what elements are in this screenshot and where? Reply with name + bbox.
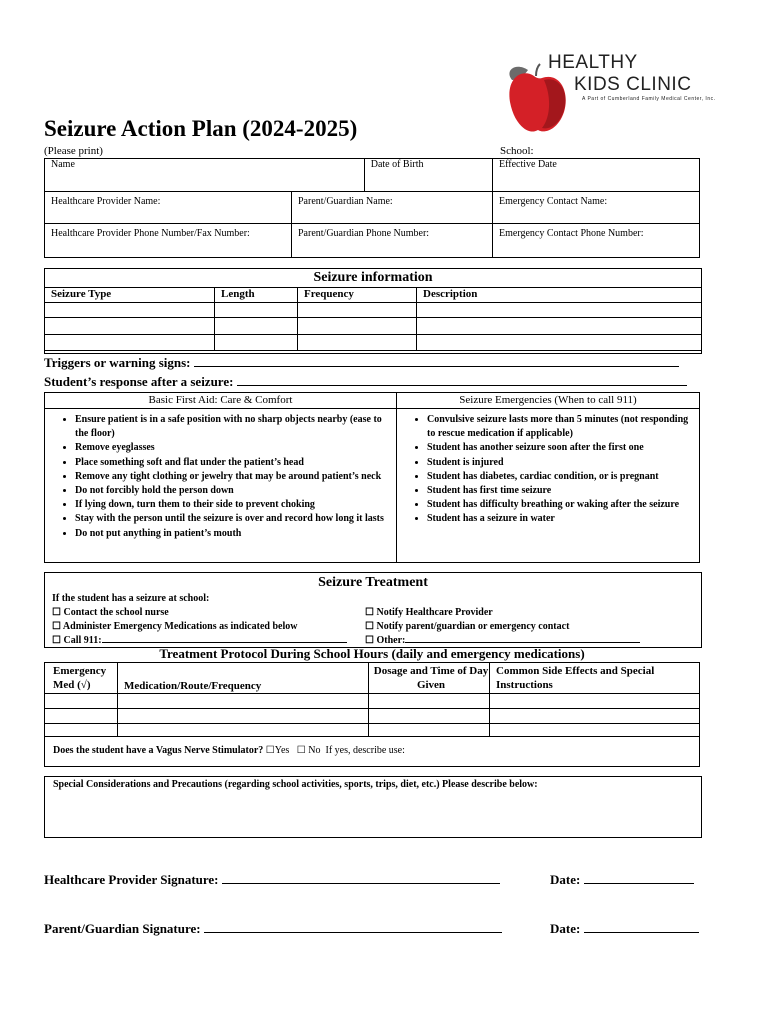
parent-name-field[interactable] xyxy=(292,192,493,224)
effective-date-label: Effective Date xyxy=(499,159,557,170)
checkbox-icon: ☐ xyxy=(52,635,61,646)
seizure-type-header: Seizure Type xyxy=(45,288,215,303)
medication-cell[interactable] xyxy=(118,694,369,709)
frequency-cell[interactable] xyxy=(298,318,417,335)
emergency-med-cell[interactable] xyxy=(45,694,118,709)
provider-phone-field[interactable] xyxy=(45,224,292,258)
emergencies-list-cell xyxy=(397,409,700,563)
checkbox-icon: ☐ xyxy=(52,621,61,632)
option-label: Notify Healthcare Provider xyxy=(376,607,493,618)
emergencies-heading: Seizure Emergencies (When to call 911) xyxy=(397,393,700,409)
emergencies-list xyxy=(397,413,693,527)
triggers-line[interactable] xyxy=(194,366,679,367)
dosage-cell[interactable] xyxy=(369,709,490,724)
provider-name-label: Healthcare Provider Name: xyxy=(51,196,161,207)
special-considerations-label: Special Considerations and Precautions (regarding school activities, sports, trips, diet, etc.) Please describe below: xyxy=(53,779,538,790)
name-label: Name xyxy=(51,159,75,170)
date-line-2[interactable] xyxy=(584,932,699,933)
option-label: Call 911: xyxy=(63,635,102,646)
treatment-if-seizure: If the student has a seizure at school: xyxy=(52,593,210,604)
vns-yes-option[interactable]: ☐Yes xyxy=(265,745,290,756)
date-row-1 xyxy=(550,872,694,888)
parent-phone-field[interactable] xyxy=(292,224,493,258)
response-label: Student’s response after a seizure: xyxy=(44,374,234,389)
list-item: • Student has another seizure soon after the first one xyxy=(427,441,693,455)
provider-signature-line[interactable] xyxy=(222,883,500,884)
date-label-2: Date: xyxy=(550,921,581,936)
medication-header: Medication/Route/Frequency xyxy=(118,663,369,694)
list-item: • Student has difficulty breathing or waking after the seizure xyxy=(427,498,693,512)
vns-no-option[interactable]: ☐ No xyxy=(296,745,321,756)
emergency-name-label: Emergency Contact Name: xyxy=(499,196,608,207)
list-item: • Do not put anything in patient’s mouth xyxy=(75,527,390,541)
seizure-treatment-section xyxy=(44,572,702,648)
special-considerations-box[interactable] xyxy=(44,776,702,838)
medication-cell[interactable] xyxy=(118,709,369,724)
list-item: • Convulsive seizure lasts more than 5 minutes (not responding to rescue medication if applicable) xyxy=(427,413,693,441)
parent-signature-label: Parent/Guardian Signature: xyxy=(44,921,201,936)
emergency-med-header: Emergency Med (√) xyxy=(45,663,118,694)
emergency-phone-label: Emergency Contact Phone Number: xyxy=(499,228,644,239)
list-item: • Stay with the person until the seizure is over and record how long it lasts xyxy=(75,512,390,526)
dosage-header: Dosage and Time of Day Given xyxy=(369,663,490,694)
treatment-left-options xyxy=(52,606,347,648)
description-cell[interactable] xyxy=(417,318,702,335)
provider-signature-row xyxy=(44,872,500,888)
emergency-phone-field[interactable] xyxy=(493,224,700,258)
date-line-1[interactable] xyxy=(584,883,694,884)
provider-signature-label: Healthcare Provider Signature: xyxy=(44,872,219,887)
call-911-line[interactable] xyxy=(102,642,347,643)
option-contact-nurse[interactable] xyxy=(52,606,347,620)
checkbox-icon: ☐ xyxy=(365,635,374,646)
medication-cell[interactable] xyxy=(118,724,369,737)
option-notify-provider[interactable] xyxy=(365,606,640,620)
length-cell[interactable] xyxy=(215,335,298,351)
option-label: Other: xyxy=(376,635,406,646)
logo-tagline: A Part of Cumberland Family Medical Center, Inc. xyxy=(582,96,716,102)
seizure-type-cell[interactable] xyxy=(45,303,215,318)
option-administer-meds[interactable] xyxy=(52,620,347,634)
length-cell[interactable] xyxy=(215,303,298,318)
list-item: • Remove any tight clothing or jewelry that may be around patient’s neck xyxy=(75,470,390,484)
first-aid-heading: Basic First Aid: Care & Comfort xyxy=(45,393,397,409)
emergency-med-cell[interactable] xyxy=(45,724,118,737)
student-info-table xyxy=(44,158,700,258)
school-label: School: xyxy=(500,145,534,157)
list-item: • Student has first time seizure xyxy=(427,484,693,498)
length-header: Length xyxy=(215,288,298,303)
description-cell[interactable] xyxy=(417,335,702,351)
frequency-cell[interactable] xyxy=(298,335,417,351)
triggers-row xyxy=(44,355,679,371)
checkbox-icon: ☐ xyxy=(365,621,374,632)
checkbox-icon: ☐ xyxy=(52,607,61,618)
list-item: • Student is injured xyxy=(427,456,693,470)
page-title: Seizure Action Plan (2024-2025) xyxy=(44,116,358,141)
response-row xyxy=(44,374,687,390)
name-field[interactable] xyxy=(45,159,365,192)
list-item: • Ensure patient is in a safe position with no sharp objects nearby (ease to the floor) xyxy=(75,413,390,441)
logo-line1: HEALTHY xyxy=(548,52,638,73)
please-print-note: (Please print) xyxy=(44,145,103,157)
seizure-info-table xyxy=(44,287,702,351)
length-cell[interactable] xyxy=(215,318,298,335)
option-label: Administer Emergency Medications as indicated below xyxy=(62,621,298,632)
effective-date-field[interactable] xyxy=(493,159,700,192)
option-notify-parent[interactable] xyxy=(365,620,640,634)
emergency-name-field[interactable] xyxy=(493,192,700,224)
parent-signature-row xyxy=(44,921,502,937)
seizure-info-section xyxy=(44,268,702,354)
frequency-header: Frequency xyxy=(298,288,417,303)
triggers-label: Triggers or warning signs: xyxy=(44,355,191,370)
list-item: • If lying down, turn them to their side to prevent choking xyxy=(75,498,390,512)
dob-label: Date of Birth xyxy=(370,159,424,170)
protocol-heading: Treatment Protocol During School Hours (daily and emergency medications) xyxy=(159,646,585,661)
list-item: • Student has diabetes, cardiac condition, or is pregnant xyxy=(427,470,693,484)
vns-describe-label: If yes, describe use: xyxy=(325,745,405,756)
parent-signature-line[interactable] xyxy=(204,932,502,933)
response-line[interactable] xyxy=(237,385,687,386)
side-effects-cell[interactable] xyxy=(490,709,700,724)
description-cell[interactable] xyxy=(417,303,702,318)
treatment-right-options xyxy=(365,606,640,648)
list-item: • Do not forcibly hold the person down xyxy=(75,484,390,498)
provider-phone-label: Healthcare Provider Phone Number/Fax Number: xyxy=(51,228,250,239)
parent-name-label: Parent/Guardian Name: xyxy=(298,196,393,207)
option-label: Notify parent/guardian or emergency contact xyxy=(376,621,570,632)
description-header: Description xyxy=(417,288,702,303)
vns-row xyxy=(45,737,700,767)
parent-phone-label: Parent/Guardian Phone Number: xyxy=(298,228,430,239)
frequency-cell[interactable] xyxy=(298,303,417,318)
first-aid-list-cell xyxy=(45,409,397,563)
option-label: Contact the school nurse xyxy=(63,607,169,618)
list-item: • Remove eyeglasses xyxy=(75,441,390,455)
seizure-type-cell[interactable] xyxy=(45,335,215,351)
dosage-cell[interactable] xyxy=(369,724,490,737)
seizure-info-heading: Seizure information xyxy=(313,270,433,285)
side-effects-cell[interactable] xyxy=(490,694,700,709)
provider-name-field[interactable] xyxy=(45,192,292,224)
side-effects-cell[interactable] xyxy=(490,724,700,737)
dob-field[interactable] xyxy=(364,159,492,192)
other-line[interactable] xyxy=(405,642,640,643)
list-item: • Place something soft and flat under the patient’s head xyxy=(75,456,390,470)
treatment-heading: Seizure Treatment xyxy=(318,575,428,590)
protocol-table xyxy=(44,662,700,767)
checkbox-icon: ☐ xyxy=(365,607,374,618)
vns-question: Does the student have a Vagus Nerve Stimulator? xyxy=(53,745,264,756)
first-aid-table xyxy=(44,392,700,563)
first-aid-list xyxy=(45,413,390,541)
emergency-med-cell[interactable] xyxy=(45,709,118,724)
side-effects-header: Common Side Effects and Special Instructions xyxy=(490,663,700,694)
clinic-logo xyxy=(498,52,716,138)
logo-line2: KIDS CLINIC xyxy=(574,74,692,95)
dosage-cell[interactable] xyxy=(369,694,490,709)
seizure-type-cell[interactable] xyxy=(45,318,215,335)
date-row-2 xyxy=(550,921,699,937)
list-item: • Student has a seizure in water xyxy=(427,512,693,526)
date-label-1: Date: xyxy=(550,872,581,887)
